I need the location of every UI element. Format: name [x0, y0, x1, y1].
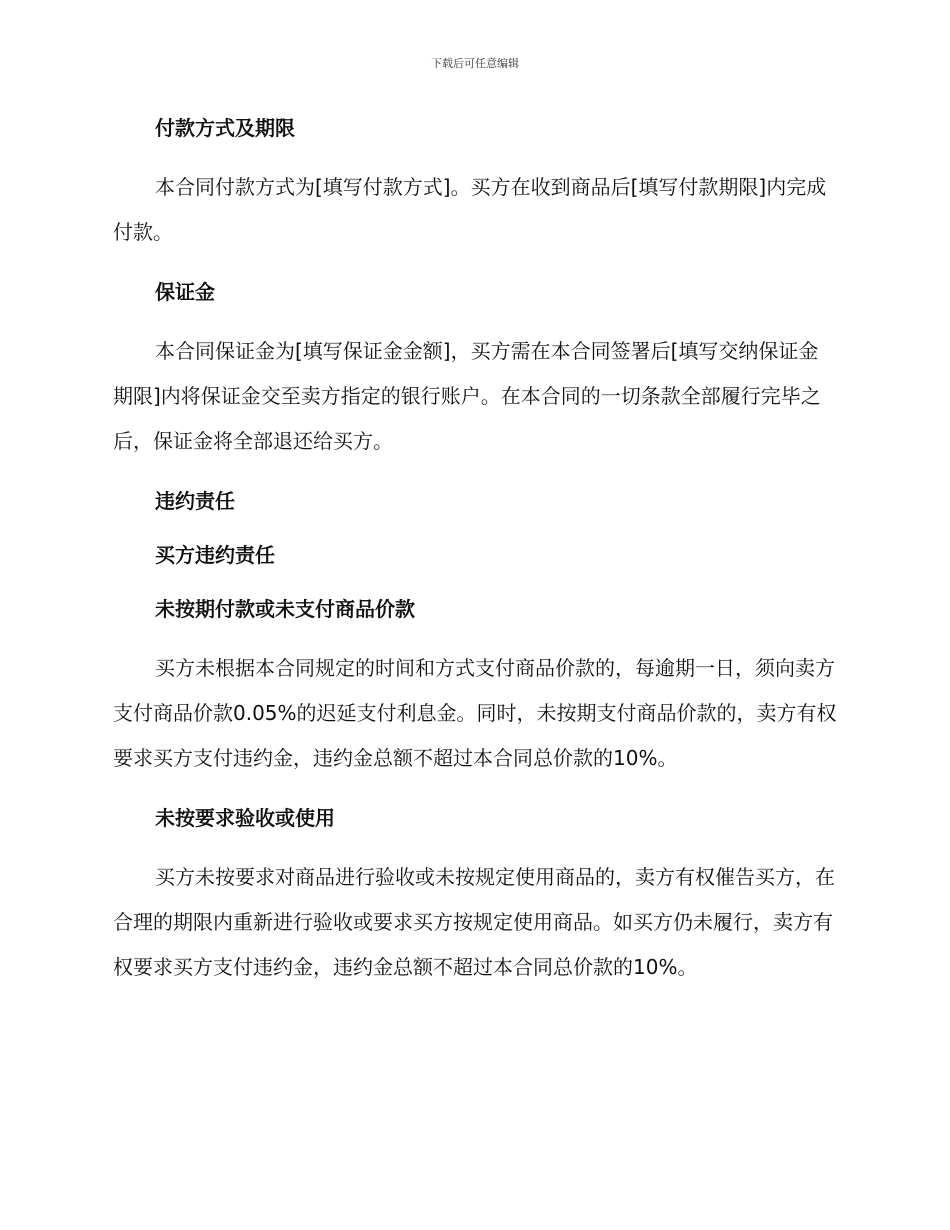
- payment-terms-paragraph: 本合同付款方式为[填写付款方式]。买方在收到商品后[填写付款期限]内完成付款。: [113, 175, 827, 244]
- deposit-paragraph: 本合同保证金为[填写保证金金额]，买方需在本合同签署后[填写交纳保证金期限]内将保证金交至卖方指定的银行账户。在本合同的一切条款全部履行完毕之后，保证金将全部退还给买方。: [113, 339, 821, 453]
- late-payment-paragraph: 买方未根据本合同规定的时间和方式支付商品价款的，每逾期一日，须向卖方支付商品价款0.05%的迟延支付利息金。同时，未按期支付商品价款的，卖方有权要求买方支付违约金，违约金总额不超过本合同总价款的10%。: [113, 656, 837, 770]
- deposit-heading: 保证金: [155, 280, 215, 304]
- late-payment-heading: 未按期付款或未支付商品价款: [155, 597, 415, 621]
- document-body: [113, 111, 838, 1010]
- acceptance-paragraph: 买方未按要求对商品进行验收或未按规定使用商品的，卖方有权催告买方，在合理的期限内重新进行验收或要求买方按规定使用商品。如买方仍未履行，卖方有权要求买方支付违约金，违约金总额不超过本合同总价款的10%。: [113, 865, 835, 979]
- page-header-note: 下载后可任意编辑: [431, 57, 519, 70]
- buyer-liability-heading: 买方违约责任: [155, 543, 275, 567]
- acceptance-heading: 未按要求验收或使用: [155, 806, 335, 830]
- liability-heading: 违约责任: [155, 489, 235, 513]
- payment-terms-heading: 付款方式及期限: [155, 116, 295, 140]
